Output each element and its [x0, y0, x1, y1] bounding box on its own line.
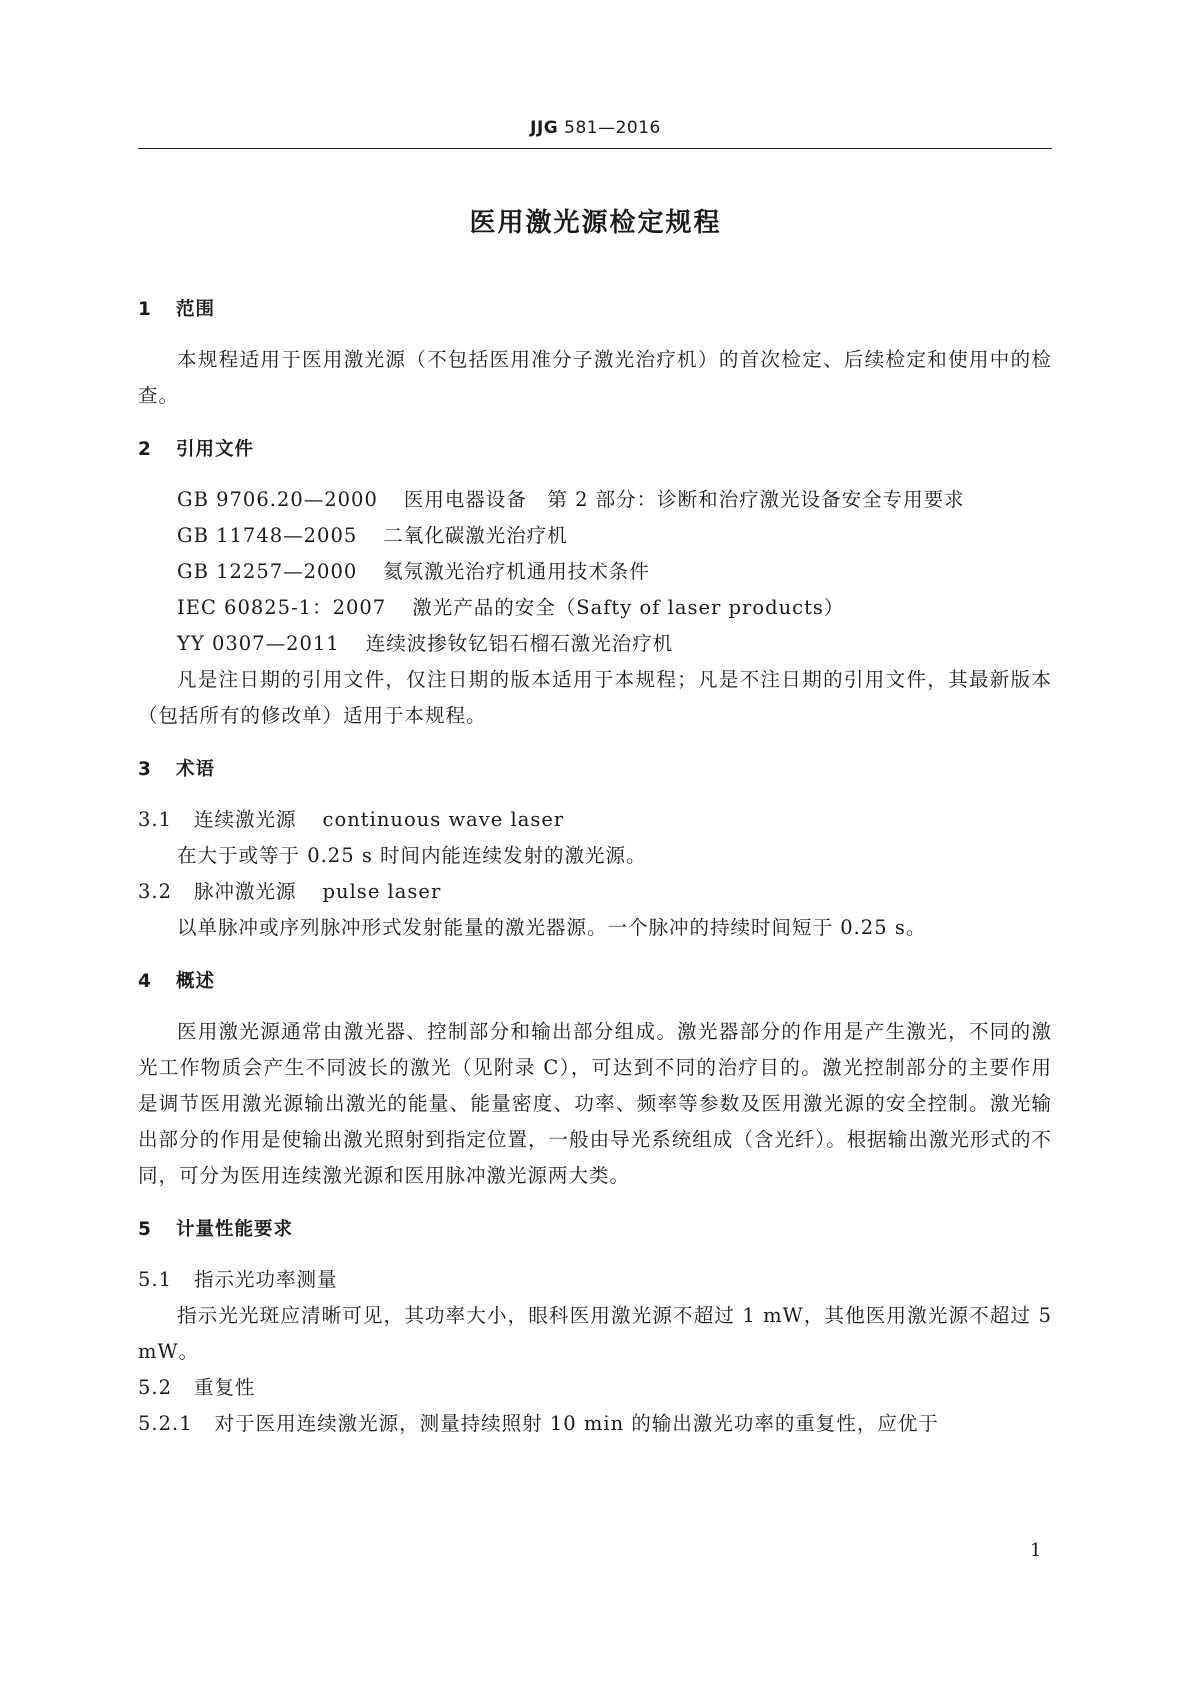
- term-chinese: 脉冲激光源: [194, 880, 297, 903]
- term-number: 3.1: [138, 808, 173, 831]
- reference-code: GB 12257—2000: [177, 560, 358, 583]
- subsection-number: 5.1: [138, 1268, 173, 1291]
- subsection-title: 指示光功率测量: [194, 1268, 338, 1291]
- term-definition: 以单脉冲或序列脉冲形式发射能量的激光器源。一个脉冲的持续时间短于 0.25 s。: [177, 916, 927, 939]
- document-body: [138, 292, 1052, 1442]
- section-heading: [138, 752, 1052, 788]
- reference-entry: [138, 590, 1052, 626]
- section-number: 3: [138, 759, 152, 780]
- reference-title: 连续波掺钕钇铝石榴石激光治疗机: [365, 632, 674, 655]
- section-title: 计量性能要求: [176, 1219, 294, 1240]
- paragraph: 医用激光源通常由激光器、控制部分和输出部分组成。激光器部分的作用是产生激光，不同的激光工作物质会产生不同波长的激光（见附录 C），可达到不同的治疗目的。激光控制部分的主要作用是调节医用激光源输出激光的能量、能量密度、功率、频率等参数及医用激光源的安全控制。激光输出部分的作用是使输出激光照射到指定位置，一般由导光系统组成（含光纤）。根据输出激光形式的不同，可分为医用连续激光源和医用脉冲激光源两大类。: [138, 1020, 1052, 1187]
- subsection-heading: [138, 1370, 1052, 1406]
- term-definition: 在大于或等于 0.25 s 时间内能连续发射的激光源。: [177, 844, 647, 867]
- term-chinese: 连续激光源: [194, 808, 297, 831]
- page-number: 1: [1030, 1540, 1042, 1561]
- clause: [138, 1406, 1052, 1442]
- paragraph: 凡是注日期的引用文件，仅注日期的版本适用于本规程；凡是不注日期的引用文件，其最新版本（包括所有的修改单）适用于本规程。: [138, 668, 1052, 727]
- term-number: 3.2: [138, 880, 173, 903]
- term-english: continuous wave laser: [322, 808, 565, 831]
- reference-code: IEC 60825-1：2007: [177, 596, 387, 619]
- section-heading: [138, 1212, 1052, 1248]
- section-title: 术语: [176, 759, 216, 780]
- section-number: 4: [138, 971, 152, 992]
- paragraph: 本规程适用于医用激光源（不包括医用准分子激光治疗机）的首次检定、后续检定和使用中的检查。: [138, 348, 1052, 407]
- section-heading: [138, 964, 1052, 1000]
- reference-entry: [138, 554, 1052, 590]
- reference-entry: [138, 482, 1052, 518]
- section-heading: [138, 432, 1052, 468]
- reference-entry: [138, 518, 1052, 554]
- standard-code: [0, 118, 1191, 138]
- reference-title: 激光产品的安全（Safty of laser products）: [412, 596, 845, 619]
- standard-code-prefix: JJG: [530, 118, 559, 138]
- subsection-number: 5.2: [138, 1376, 173, 1399]
- term-entry: [138, 874, 1052, 910]
- standard-code-number: 581—2016: [558, 118, 661, 138]
- reference-entry: [138, 626, 1052, 662]
- reference-title: 二氧化碳激光治疗机: [383, 524, 568, 547]
- reference-title: 医用电器设备 第 2 部分：诊断和治疗激光设备安全专用要求: [403, 488, 965, 511]
- header-rule: [138, 148, 1052, 149]
- section-number: 1: [138, 299, 152, 320]
- reference-code: GB 11748—2005: [177, 524, 358, 547]
- term-english: pulse laser: [322, 880, 442, 903]
- section-title: 引用文件: [176, 439, 255, 460]
- reference-code: GB 9706.20—2000: [177, 488, 378, 511]
- section-title: 范围: [176, 299, 216, 320]
- subsection-title: 重复性: [194, 1376, 256, 1399]
- paragraph: 指示光光斑应清晰可见，其功率大小，眼科医用激光源不超过 1 mW，其他医用激光源不超过 5 mW。: [138, 1304, 1052, 1363]
- reference-code: YY 0307—2011: [177, 632, 340, 655]
- section-heading: [138, 292, 1052, 328]
- clause-text: 对于医用连续激光源，测量持续照射 10 min 的输出激光功率的重复性，应优于: [214, 1412, 939, 1435]
- section-number: 2: [138, 439, 152, 460]
- term-entry: [138, 802, 1052, 838]
- page-title: 医用激光源检定规程: [469, 208, 722, 238]
- subsection-heading: [138, 1262, 1052, 1298]
- section-number: 5: [138, 1219, 152, 1240]
- clause-number: 5.2.1: [138, 1412, 193, 1435]
- section-title: 概述: [176, 971, 216, 992]
- reference-title: 氦氖激光治疗机通用技术条件: [383, 560, 650, 583]
